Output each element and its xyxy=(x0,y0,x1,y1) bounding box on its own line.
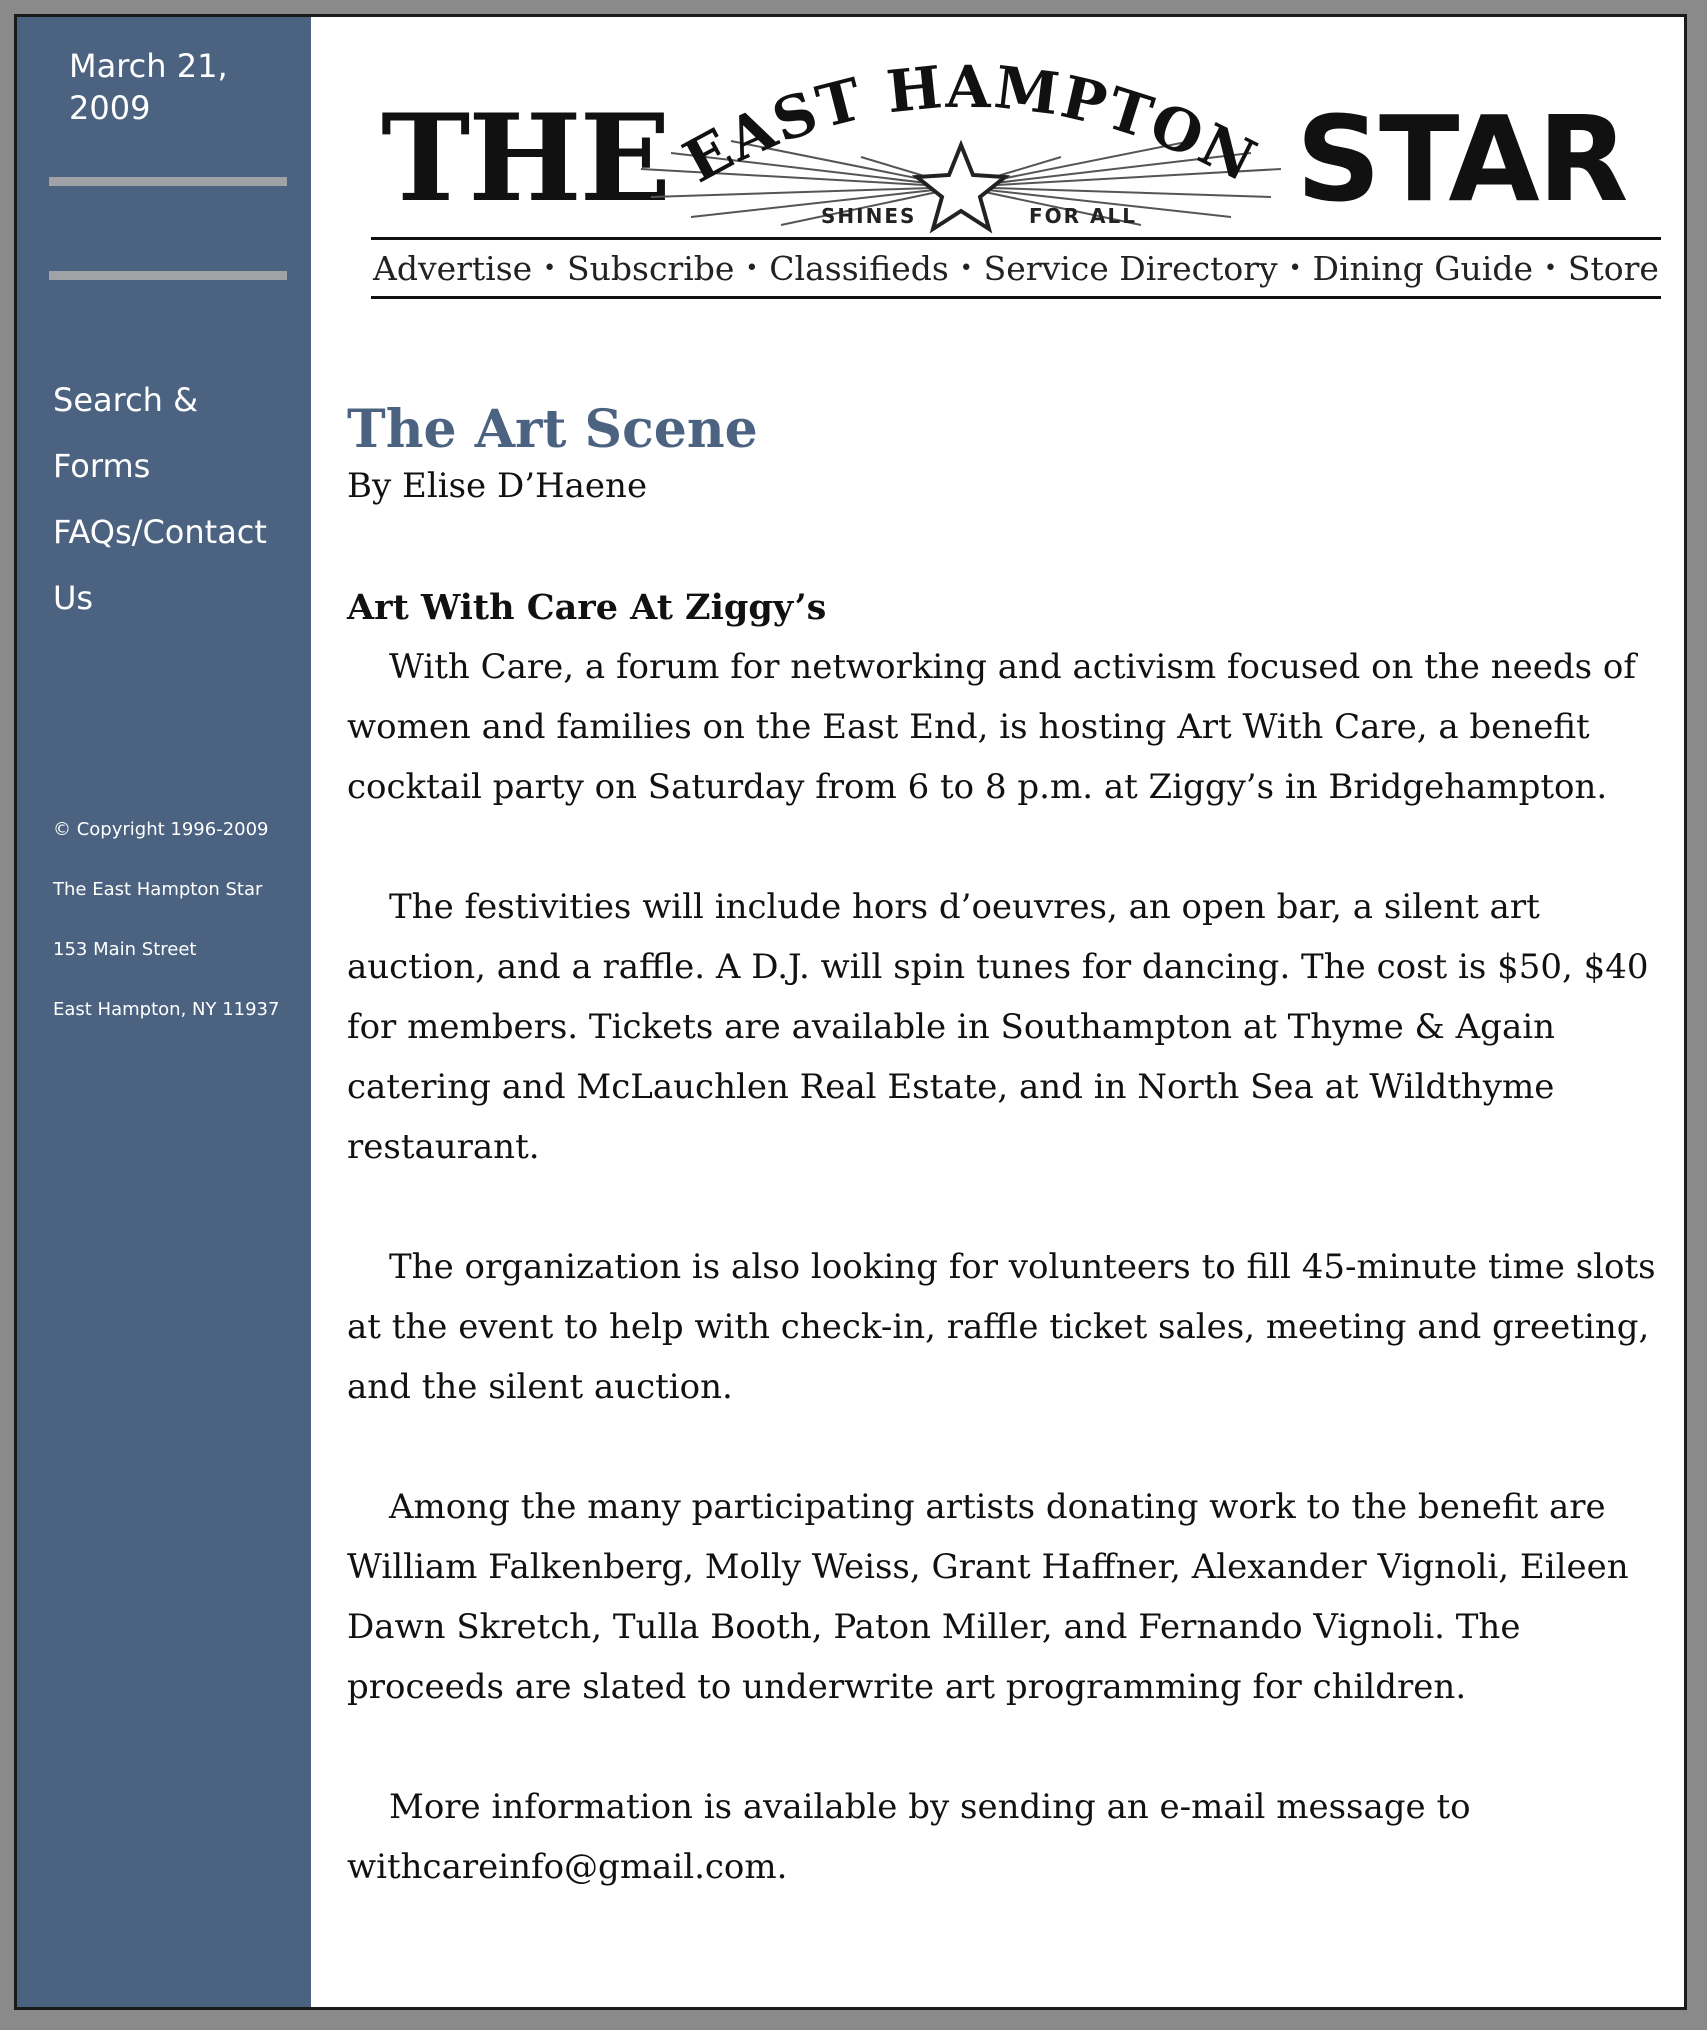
sidebar xyxy=(17,17,311,2007)
nav-store[interactable]: Store xyxy=(1567,248,1659,288)
sidebar-link-forms[interactable]: Forms xyxy=(53,447,151,485)
main-content xyxy=(311,17,1684,2007)
nav-separator: • xyxy=(1543,255,1557,281)
logo-arc-text: EAST HAMPTON xyxy=(672,57,1268,197)
sidebar-footer xyxy=(53,817,303,1057)
sidebar-divider xyxy=(49,177,287,186)
page-frame xyxy=(14,14,1687,2010)
logo-star: STAR xyxy=(1296,90,1627,228)
article-paragraph: More information is available by sending an e-mail message to withcareinfo@gmail.com. xyxy=(347,1787,1471,1887)
article-title: The Art Scene xyxy=(347,399,758,460)
nav-dining-guide[interactable]: Dining Guide xyxy=(1312,248,1534,288)
sidebar-nav xyxy=(53,367,303,631)
article-paragraph: Among the many participating artists donating work to the benefit are William Falkenberg, Molly Weiss, Grant Haffner, Alexander Vignoli, Eileen Dawn Skretch, Tulla Booth, Paton Miller, and Fernando Vignoli. The proceeds are slated to underwrite art programming for children. xyxy=(347,1487,1629,1707)
city-address: East Hampton, NY 11937 xyxy=(53,999,280,1020)
logo-motto-right: FOR ALL xyxy=(1029,204,1137,228)
top-nav xyxy=(371,237,1661,299)
nav-separator: • xyxy=(959,255,973,281)
article-byline: By Elise D’Haene xyxy=(347,466,648,506)
nav-subscribe[interactable]: Subscribe xyxy=(567,248,735,288)
street-address: 153 Main Street xyxy=(53,939,197,960)
nav-separator: • xyxy=(745,255,759,281)
sidebar-link-faqs-contact[interactable]: FAQs/Contact xyxy=(53,513,267,551)
sidebar-link-search[interactable]: Search & xyxy=(53,381,199,419)
nav-advertise[interactable]: Advertise xyxy=(373,248,533,288)
article xyxy=(347,397,1667,1957)
masthead-logo[interactable] xyxy=(361,57,1627,237)
issue-date: March 21, 2009 xyxy=(69,47,228,127)
nav-service-directory[interactable]: Service Directory xyxy=(983,248,1278,288)
article-paragraph: With Care, a forum for networking and activism focused on the needs of women and families on the East End, is hosting Art With Care, a benefit cocktail party on Saturday from 6 to 8 p.m. at Ziggy’s in Bridgehampton. xyxy=(347,647,1636,807)
sidebar-link-us[interactable]: Us xyxy=(53,579,94,617)
nav-separator: • xyxy=(543,255,557,281)
article-subhead: Art With Care At Ziggy’s xyxy=(347,587,827,628)
logo-motto-left: SHINES xyxy=(821,204,917,228)
article-paragraph: The festivities will include hors d’oeuvres, an open bar, a silent art auction, and a raffle. A D.J. will spin tunes for dancing. The cost is $50, $40 for members. Tickets are available in Southampton at Thyme & Again catering and McLauchlen Real Estate, and in North Sea at Wildthyme restaurant. xyxy=(347,887,1649,1167)
article-paragraph: The organization is also looking for volunteers to fill 45-minute time slots at the event to help with check-in, raffle ticket sales, meeting and greeting, and the silent auction. xyxy=(347,1247,1656,1407)
copyright-text: © Copyright 1996-2009 xyxy=(53,819,269,840)
nav-classifieds[interactable]: Classifieds xyxy=(769,248,949,288)
logo-sunburst-star-icon xyxy=(631,57,1291,237)
logo-the: THE xyxy=(381,88,670,229)
sidebar-divider xyxy=(49,271,287,280)
publisher-name: The East Hampton Star xyxy=(53,879,263,900)
nav-separator: • xyxy=(1288,255,1302,281)
